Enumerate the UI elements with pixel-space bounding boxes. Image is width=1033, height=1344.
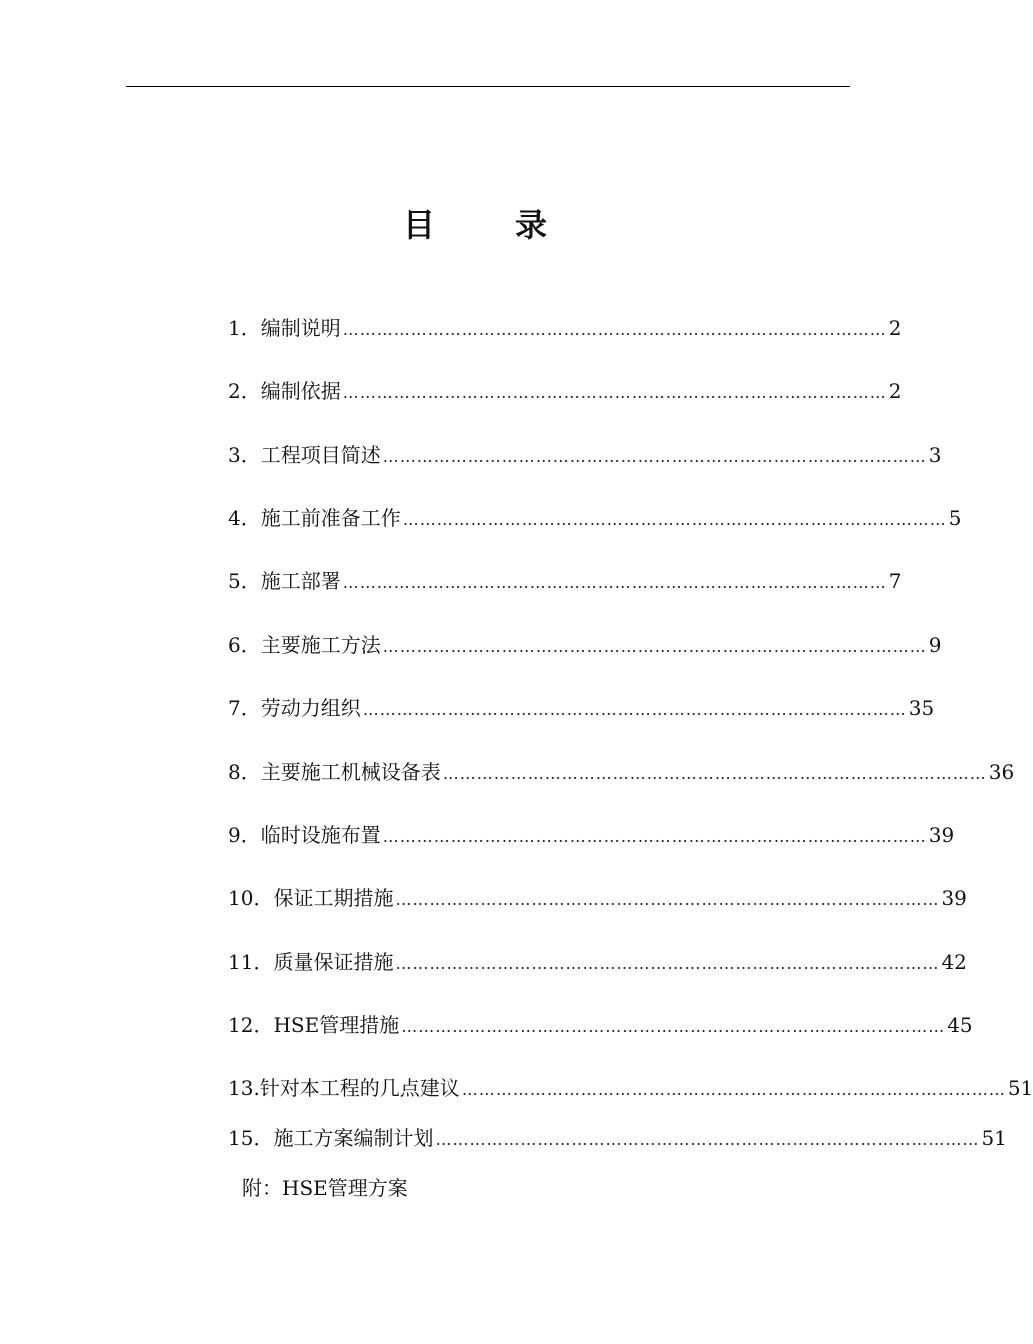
toc-label: 1．编制说明 <box>228 316 341 340</box>
toc-page: 36 <box>988 760 1015 784</box>
toc-label: 10．保证工期措施 <box>228 886 394 910</box>
toc-entry[interactable] <box>228 692 935 720</box>
toc-leader: …………………………………………………………………………………… <box>395 890 940 909</box>
toc-entry[interactable] <box>228 312 902 340</box>
toc-leader: …………………………………………………………………………………… <box>362 700 907 719</box>
toc-label: 6．主要施工方法 <box>228 633 381 657</box>
toc-label: 4．施工前准备工作 <box>228 506 401 530</box>
title-char-2: 录 <box>515 206 548 244</box>
toc-leader: …………………………………………………………………………………… <box>461 1080 1006 1099</box>
toc-label: 7．劳动力组织 <box>228 696 361 720</box>
toc-page: 7 <box>888 569 902 593</box>
toc-label: 9．临时设施布置 <box>228 823 381 847</box>
toc-entry[interactable] <box>228 819 955 847</box>
toc-page: 35 <box>908 696 935 720</box>
toc-entry[interactable] <box>228 756 1015 784</box>
toc-page: 51 <box>1007 1076 1033 1100</box>
toc-leader: …………………………………………………………………………………… <box>342 383 887 402</box>
toc-label: 13.针对本工程的几点建议 <box>228 1076 460 1100</box>
toc-entry[interactable] <box>228 439 942 467</box>
toc-leader: …………………………………………………………………………………… <box>401 1017 946 1036</box>
toc-label: 11．质量保证措施 <box>228 950 394 974</box>
toc-leader: …………………………………………………………………………………… <box>382 447 927 466</box>
toc-entry[interactable] <box>228 1072 1033 1100</box>
toc-page: 2 <box>888 316 902 340</box>
toc-entry[interactable] <box>228 882 967 910</box>
toc-leader: …………………………………………………………………………………… <box>435 1130 980 1149</box>
title-char-1: 目 <box>402 206 435 244</box>
toc-label: 5．施工部署 <box>228 569 341 593</box>
toc-page: 51 <box>981 1126 1007 1150</box>
toc-page: 9 <box>928 633 942 657</box>
toc-leader: …………………………………………………………………………………… <box>342 320 887 339</box>
toc-page: 5 <box>948 506 962 530</box>
appendix-line: 附：HSE管理方案 <box>242 1176 408 1200</box>
toc-label: 15．施工方案编制计划 <box>228 1126 434 1150</box>
toc-page: 42 <box>941 950 967 974</box>
toc-page: 3 <box>928 443 942 467</box>
toc-page: 2 <box>888 379 902 403</box>
toc-entry[interactable] <box>228 1009 973 1037</box>
toc-leader: …………………………………………………………………………………… <box>382 827 927 846</box>
toc-label: 12．HSE管理措施 <box>228 1013 400 1037</box>
toc-entry[interactable] <box>228 629 942 657</box>
toc-entry[interactable] <box>228 946 967 974</box>
toc-leader: …………………………………………………………………………………… <box>442 764 987 783</box>
toc-leader: …………………………………………………………………………………… <box>342 573 887 592</box>
toc-entry[interactable] <box>228 502 962 530</box>
toc-entry[interactable] <box>228 375 902 403</box>
toc-label: 8．主要施工机械设备表 <box>228 760 441 784</box>
toc-page: 39 <box>941 886 967 910</box>
toc-label: 2．编制依据 <box>228 379 341 403</box>
toc-leader: …………………………………………………………………………………… <box>402 510 947 529</box>
toc-leader: …………………………………………………………………………………… <box>382 637 927 656</box>
toc-entry[interactable] <box>228 1122 1007 1150</box>
toc-entry[interactable] <box>228 565 902 593</box>
toc-label: 3．工程项目简述 <box>228 443 381 467</box>
toc-leader: …………………………………………………………………………………… <box>395 954 940 973</box>
toc-page: 39 <box>928 823 955 847</box>
toc-page: 45 <box>947 1013 973 1037</box>
